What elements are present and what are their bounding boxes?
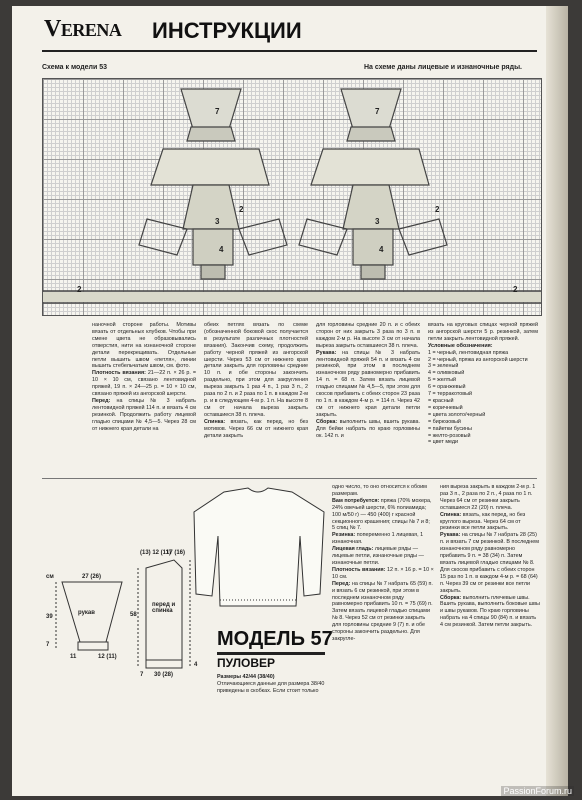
legend-item: = цвета золото/черный xyxy=(428,411,486,418)
text-column-2: обеих петлях вязать по схеме (обозначенной боковой скос получается в результате различных плотностей вязания). Закончив схему, продолжить работу черной пряжей из ангорской шерсти. Через 53 см от нижнего края детали закрыть для горловины средние 10 п. и обе стороны закончить раздельно, при этом для закругления выреза закрыть 1 раз 4 п., 1 раз 3 п., 2 раза по 2 п. и 2 раза по 1 п. в каждом 2-м р. и в следующем 4-м р. 1 п. На высоте 8 см от начала выреза закрыть оставшиеся 38 п. плеча. Спинка: вязать, как перед, но без мотивов. Через 66 см от нижнего края детали закрыть xyxy=(204,322,308,439)
chart-mark: 2 xyxy=(239,205,244,214)
sizes-block: Размеры 42/44 (38/40) Отличающиеся данные для размера 38/40 приведены в скобках. Если стоит только xyxy=(217,674,325,694)
text-column-3: для горловины средние 20 п. и с обеих сторон от них закрыть 3 раза по 3 п. в каждом 2-м р. На высоте 3 см от начала выреза закрыть оставшиеся 38 п. плеча. Рукава: на спицы № 3 набрать лентовидной пряжей 54 п. и вязать 4 см резинкой, при этом в последнем изнаночном ряду равномерно прибавить 14 п. = 68 п. Затем вязать лицевой гладью спицами № 4,5—5, при этом для скосов прибавить с обеих сторон 23 раза по 1 п. в каждом 4-м р. = 114 п. Через 42 см от нижнего края детали петли закрыть. Сборка: выполнить швы, вшить рукава. Для бейки набрать по краю горловины ок. 142 п. и xyxy=(316,322,421,439)
dim-r2: 7 xyxy=(140,672,144,678)
text-column-6: ния выреза закрыть в каждом 2-м р. 1 раз 3 п., 2 раза по 2 п., 4 раза по 1 п. Через 64 см от резинки закрыть оставшиеся 22 (20) п. плеча. Спинка: вязать, как перед, но без круглого выреза. Через 64 см от резинки все петли закрыть. Рукава: на спицы № 7 набрать 28 (25) п. и вязать 7 см резинкой. В последнем изнаночном ряду равномерно прибавить 9 п. = 38 (34) п. Затем вязать лицевой гладью спицами № 8. Для скосов прибавить с обеих сторон 15 раз по 1 п. в каждом 4-м р. = 68 (64) п. Через 39 см от резинки все петли закрыть. Сборка: выполнить плечевые швы. Вшить рукава, выполнить боковые швы и швы рукавов. По краю горловины набрать на 4 спицы 90 (84) п. и вязать 4 см резинкой. Затем петли закрыть. xyxy=(440,484,540,629)
chart-mark: 2 xyxy=(513,285,518,294)
pattern-schematic xyxy=(42,482,327,702)
dim-body-h: 58 xyxy=(130,612,137,618)
legend-item: = бирюзовый xyxy=(428,418,461,425)
model-title: МОДЕЛЬ 57 xyxy=(217,628,333,650)
dim-body-h2: 4 xyxy=(194,662,198,668)
dim-bottom: 12 (11) xyxy=(98,654,117,660)
dim-top2: (13) 12 (11) xyxy=(140,550,172,556)
legend-item: 3 = зеленый xyxy=(428,363,459,370)
section-title: ИНСТРУКЦИИ xyxy=(152,18,302,43)
legend-item: 4 = оливковый xyxy=(428,370,465,377)
schematic-drawing xyxy=(42,482,327,702)
dim-bottom2: 30 (28) xyxy=(154,672,174,678)
chart-mark: 7 xyxy=(375,107,380,116)
dim-r1: 11 xyxy=(70,654,77,660)
legend-item: = желто-розовый xyxy=(428,432,471,439)
magazine-page xyxy=(12,6,568,796)
chart-mark: 3 xyxy=(375,217,380,226)
legend-item: = пайетки бусины xyxy=(428,425,472,432)
dim-top: 27 (26) xyxy=(82,574,102,580)
dim-left: 39 xyxy=(46,614,53,620)
model-rule xyxy=(217,652,325,655)
legend-item: 6 = оранжевый xyxy=(428,384,466,391)
instructions-top xyxy=(92,322,538,472)
chart-caption: Схема к модели 53 xyxy=(42,64,108,71)
chart-mark: 3 xyxy=(215,217,220,226)
legend-item: = красный xyxy=(428,397,454,404)
text-column-1: наночной стороне работы. Мотивы вязать от отдельных клубков. Чтобы при смене цвета не образовывались отверстия, нити на изнаночной стороне детали перекрещивать. Отдельные петли вышить швом «петля», линии вышить стебельчатым швом, см. фото. Плотность вязания: 21—22 п. × 26 р. = 10 × 10 см, связано лентовидной пряжей, 19 п. × 24—25 р. = 10 × 10 см, связано пряжей из ангорской шерсти. Перед: на спицы № 3 набрать лентовидной пряжей 114 п. и вязать 4 см резинкой. Продолжить работу лицевой гладью спицами № 4,5—5. Через 28 см от нижнего края детали на xyxy=(92,322,196,432)
dim-top2b: 17 (16) xyxy=(166,550,186,556)
chart-mark: 7 xyxy=(215,107,220,116)
legend-item: = коричневый xyxy=(428,404,463,411)
chart-mark: 4 xyxy=(379,245,384,254)
sleeve-label: рукав xyxy=(78,610,95,616)
legend-item: 1 = черный, лентовидная пряжа xyxy=(428,349,509,356)
legend-item: 5 = желтый xyxy=(428,377,457,384)
dim-unit: см xyxy=(46,574,54,580)
chart-mark: 4 xyxy=(219,245,224,254)
legend-item: 2 = черный, пряжа из ангорской шерсти xyxy=(428,356,528,363)
color-legend xyxy=(428,350,538,447)
page-spine xyxy=(546,6,568,796)
watermark: PassionForum.ru xyxy=(503,786,572,796)
legend-item: = цвет меди xyxy=(428,439,459,446)
model-subtitle: ПУЛОВЕР xyxy=(217,656,276,670)
chart-note: На схеме даны лицевые и изнаночные ряды. xyxy=(364,64,523,71)
dim-left2: 7 xyxy=(46,642,50,648)
header-rule xyxy=(42,50,537,52)
text-column-5: одно число, то оно относится к обоим размерам. Вам потребуется: пряжа (70% мохера, 24% овечьей шерсти, 6% полиамида; 100 м/50 г) — 450 (400) г красной секционного крашения; спицы № 7 и 8; 5 спиц № 7. Резинка: попеременно 1 лицевая, 1 изнаночная. Лицевая гладь: лицевые ряды — лицевые петли, изнаночные ряды — изнаночные петли. Плотность вязания: 12 п. × 16 р. = 10 × 10 см. Перед: на спицы № 7 набрать 65 (59) п. и вязать 6 см резинкой, при этом в последнем изнаночном ряду равномерно прибавить 10 п. = 75 (69) п. Затем вязать лицевой гладью спицами № 8. Через 52 см от резинки закрыть для горловины средние 9 (7) п. и обе стороны закончить раздельно. Для закругле- xyxy=(332,484,434,642)
legend-item: 7 = терракотовый xyxy=(428,391,472,398)
chart-mark: 2 xyxy=(435,205,440,214)
body-label: перед и спинка xyxy=(152,602,176,614)
section-divider xyxy=(42,478,537,479)
knitting-chart xyxy=(42,78,542,316)
brand-logo: VERENA xyxy=(44,16,122,42)
chart-motifs xyxy=(43,79,541,315)
chart-mark: 2 xyxy=(77,285,82,294)
text-column-4: вязать на круговых спицах черной пряжей из ангорской шерсти 5 р. резинкой, затем петли закрыть лентовидной пряжей. Условные обозначения: 1 = черный, лентовидная пряжа 2 = черный, пряжа из ангорской шерсти 3 = зеленый 4 = оливковый 5 = желтый 6 = оранжевый 7 = терракотовый = красный = коричневый = цвета золото/черный = бирюзовый = пайетки бусины = желто-розовый = цвет меди xyxy=(428,322,538,446)
